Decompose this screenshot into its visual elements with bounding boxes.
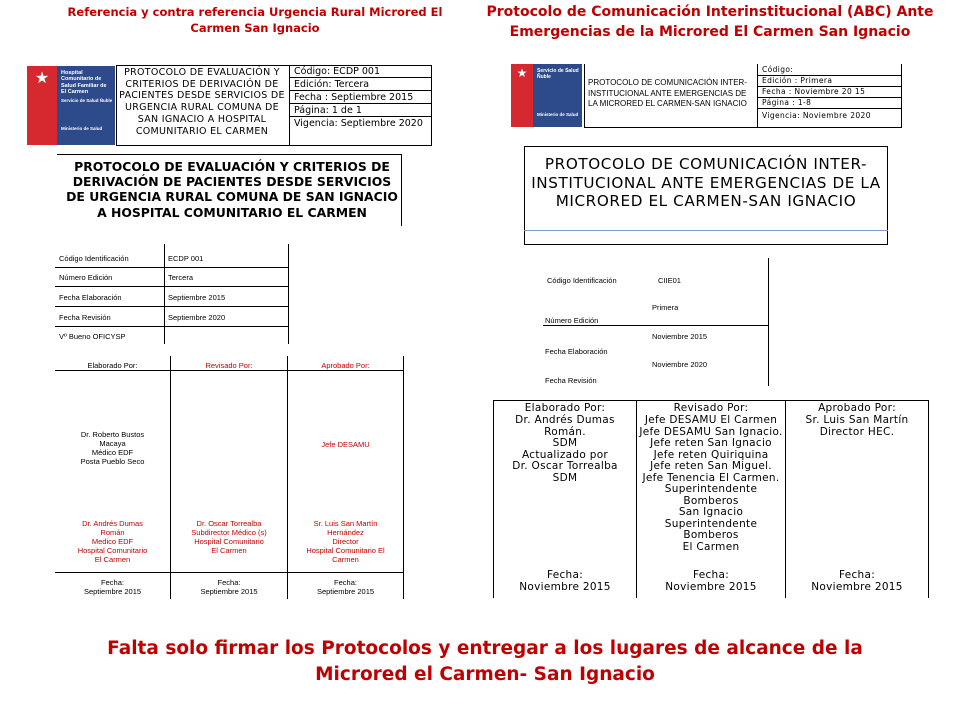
left-author-date-0: Fecha: Septiembre 2015 [83, 578, 142, 596]
right-header-pagina: Página : 1-8 [762, 98, 812, 107]
right-meta-rev-label: Fecha Revisión [545, 376, 597, 385]
left-header-pagina: Página: 1 de 1 [294, 105, 362, 116]
left-logo-line1: Hospital Comunitario de Salud Familiar de El Carmen [61, 70, 107, 95]
right-author-col3: Sr. Luis San Martín Director HEC. [805, 414, 909, 438]
right-logo-line3: Ministerio de Salud [537, 112, 579, 117]
right-header-fecha: Fecha : Noviembre 20 15 [762, 87, 866, 96]
left-meta-value-1: Tercera [168, 273, 194, 282]
left-header-fecha: Fecha : Septiembre 2015 [294, 92, 414, 103]
right-big-title: PROTOCOLO DE COMUNICACIÓN INTER-INSTITUCIONAL ANTE EMERGENCIAS DE LA MICRORED EL CARMEN-SAN IGNACIO [531, 155, 881, 210]
star-icon: ★ [516, 66, 528, 80]
right-meta-elab-label: Fecha Elaboración [545, 347, 608, 356]
right-author-header-1: Revisado Por: [673, 402, 749, 414]
left-author-header-0: Elaborado Por: [87, 361, 138, 370]
right-header-title: PROTOCOLO DE COMUNICACIÓN INTER-INSTITUCIONAL ANTE EMERGENCIAS DE LA MICRORED EL CARMEN-SAN IGNACIO [588, 78, 747, 108]
left-header-title: PROTOCOLO DE EVALUACIÓN Y CRITERIOS DE DERIVACIÓN DE PACIENTES DESDE SERVICIOS DE URGENCIA RURAL COMUNA DE SAN IGNACIO A HOSPITAL COMUNITARIO EL CARMEN [119, 67, 285, 137]
left-meta-value-0: ECDP 001 [168, 254, 204, 263]
right-logo [511, 64, 582, 127]
right-meta-elab-value: Noviembre 2015 [652, 332, 708, 341]
left-meta-label-3: Fecha Revisión [59, 313, 111, 322]
right-author-header-0: Elaborado Por: [524, 402, 606, 414]
footer-note: Falta solo firmar los Protocolos y entregar a los lugares de alcance de la Microred el Carmen- San Ignacio [107, 638, 863, 685]
right-author-col1: Dr. Andrés Dumas Román. SDM Actualizado por Dr. Oscar Torrealba SDM [512, 414, 618, 484]
right-author-header-2: Aprobado Por: [818, 402, 896, 414]
left-meta-label-2: Fecha Elaboración [59, 293, 122, 302]
left-meta-value-2: Septiembre 2015 [168, 293, 226, 302]
left-big-title: PROTOCOLO DE EVALUACIÓN Y CRITERIOS DE DERIVACIÓN DE PACIENTES DESDE SERVICIOS DE URGENCIA RURAL COMUNA DE SAN IGNACIO A HOSPITAL COMUNITARIO EL CARMEN [66, 159, 398, 220]
left-header-edicion: Edición: Tercera [294, 79, 370, 90]
right-logo-line1: Servicio de Salud Ñuble [537, 68, 579, 80]
left-meta-label-1: Número Edición [59, 273, 113, 282]
left-author-date-1: Fecha: Septiembre 2015 [200, 578, 258, 596]
left-author-r1-0: Dr. Roberto Bustos Macaya Médico EDF Posta Pueblo Seco [80, 430, 145, 466]
right-author-date-1: Fecha: Noviembre 2015 [665, 569, 757, 593]
left-author-date-2: Fecha: Septiembre 2015 [316, 578, 375, 596]
left-header-codigo: Código: ECDP 001 [294, 66, 381, 77]
right-author-col2: Jefe DESAMU El Carmen Jefe DESAMU San Ignacio. Jefe reten San Ignacio Jefe reten Quiriquina Jefe reten San Miguel. Jefe Tenencia El Carmen. Superintendente Bomberos San Ignacio Superintendente Bomberos El Carmen [639, 414, 783, 553]
right-meta-edicion-value: Primera [652, 303, 679, 312]
left-author-header-1: Revisado Por: [205, 361, 253, 370]
left-logo [27, 66, 115, 145]
right-author-date-2: Fecha: Noviembre 2015 [811, 569, 903, 593]
left-meta-label-4: Vº Bueno OFICYSP [59, 332, 126, 341]
right-header-codigo: Código: [762, 65, 794, 74]
right-header-edicion: Edición : Primera [762, 76, 833, 85]
right-author-date-0: Fecha: Noviembre 2015 [519, 569, 611, 593]
left-header-vigencia: Vigencia: Septiembre 2020 [294, 118, 423, 129]
left-author-r1-2: Jefe DESAMU [321, 440, 370, 449]
left-author-header-2: Aprobado Por: [321, 361, 370, 370]
left-logo-line2: Servicio de Salud Ñuble [61, 98, 113, 103]
right-meta-edicion-label: Número Edición [545, 316, 599, 325]
right-meta-codigo-value: CIIE01 [658, 276, 681, 285]
left-logo-line3: Ministerio de Salud [61, 126, 103, 131]
left-author-r2-1: Dr. Oscar Torrealba Subdirector Médico (s) Hospital Comunitario El Carmen [191, 519, 267, 555]
right-meta-codigo-label: Código Identificación [547, 276, 617, 285]
right-header-vigencia: Vigencia: Noviembre 2020 [762, 111, 871, 120]
left-meta-value-3: Septiembre 2020 [168, 313, 226, 322]
right-heading: Protocolo de Comunicación Interinstitucional (ABC) Ante Emergencias de la Microred El Carmen San Ignacio [486, 4, 934, 40]
left-author-r2-2: Sr. Luis San Martín Hernández Director Hospital Comunitario El Carmen [306, 519, 385, 564]
left-heading: Referencia y contra referencia Urgencia Rural Microred El Carmen San Ignacio [67, 5, 443, 35]
left-meta-label-0: Código Identificación [59, 254, 129, 263]
star-icon: ★ [34, 70, 50, 87]
right-meta-rev-value: Noviembre 2020 [652, 360, 708, 369]
left-author-r2-0: Dr. Andrés Dumas Román Medico EDF Hospital Comunitario El Carmen [77, 519, 148, 564]
